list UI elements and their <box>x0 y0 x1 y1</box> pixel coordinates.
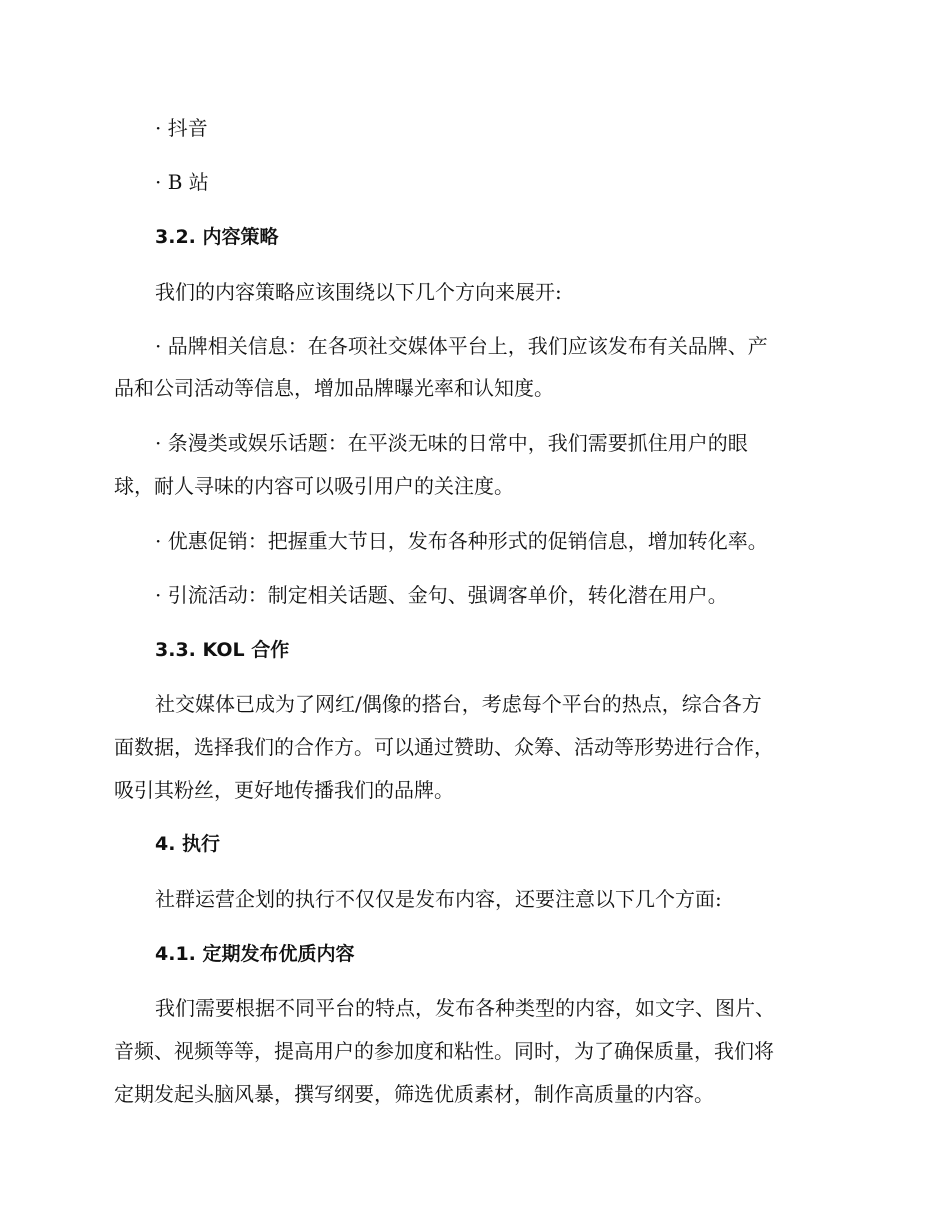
intro-4: 社群运营企划的执行不仅仅是发布内容，还要注意以下几个方面: <box>155 887 722 911</box>
bullet-bilibili: · B 站 <box>155 170 209 194</box>
intro-3-2: 我们的内容策略应该围绕以下几个方向来展开: <box>155 280 562 304</box>
bullet-brand-line2: 品和公司活动等信息，增加品牌曝光率和认知度。 <box>114 376 554 400</box>
heading-3-2: 3.2. 内容策略 <box>155 226 279 248</box>
heading-4-1: 4.1. 定期发布优质内容 <box>155 943 355 965</box>
bullet-brand-line1: · 品牌相关信息：在各项社交媒体平台上，我们应该发布有关品牌、产 <box>155 334 768 358</box>
kol-para-line3: 吸引其粉丝，更好地传播我们的品牌。 <box>114 778 454 802</box>
quality-para-line3: 定期发起头脑风暴，撰写纲要，筛选优质素材，制作高质量的内容。 <box>114 1082 714 1106</box>
kol-para-line1: 社交媒体已成为了网红/偶像的搭台，考虑每个平台的热点，综合各方 <box>155 692 762 716</box>
quality-para-line2: 音频、视频等等，提高用户的参加度和粘性。同时，为了确保质量，我们将 <box>114 1039 774 1063</box>
bullet-promo: · 优惠促销：把握重大节日，发布各种形式的促销信息，增加转化率。 <box>155 529 768 553</box>
quality-para-line1: 我们需要根据不同平台的特点，发布各种类型的内容，如文字、图片、 <box>155 996 775 1020</box>
heading-3-3: 3.3. KOL 合作 <box>155 639 290 661</box>
bullet-comic-line2: 球，耐人寻味的内容可以吸引用户的关注度。 <box>114 474 514 498</box>
bullet-comic-line1: · 条漫类或娱乐话题：在平淡无味的日常中，我们需要抓住用户的眼 <box>155 431 748 455</box>
bullet-traffic: · 引流活动：制定相关话题、金句、强调客单价，转化潜在用户。 <box>155 583 728 607</box>
bullet-douyin: · 抖音 <box>155 116 208 140</box>
kol-para-line2: 面数据，选择我们的合作方。可以通过赞助、众筹、活动等形势进行合作， <box>114 735 774 759</box>
heading-4: 4. 执行 <box>155 833 221 855</box>
